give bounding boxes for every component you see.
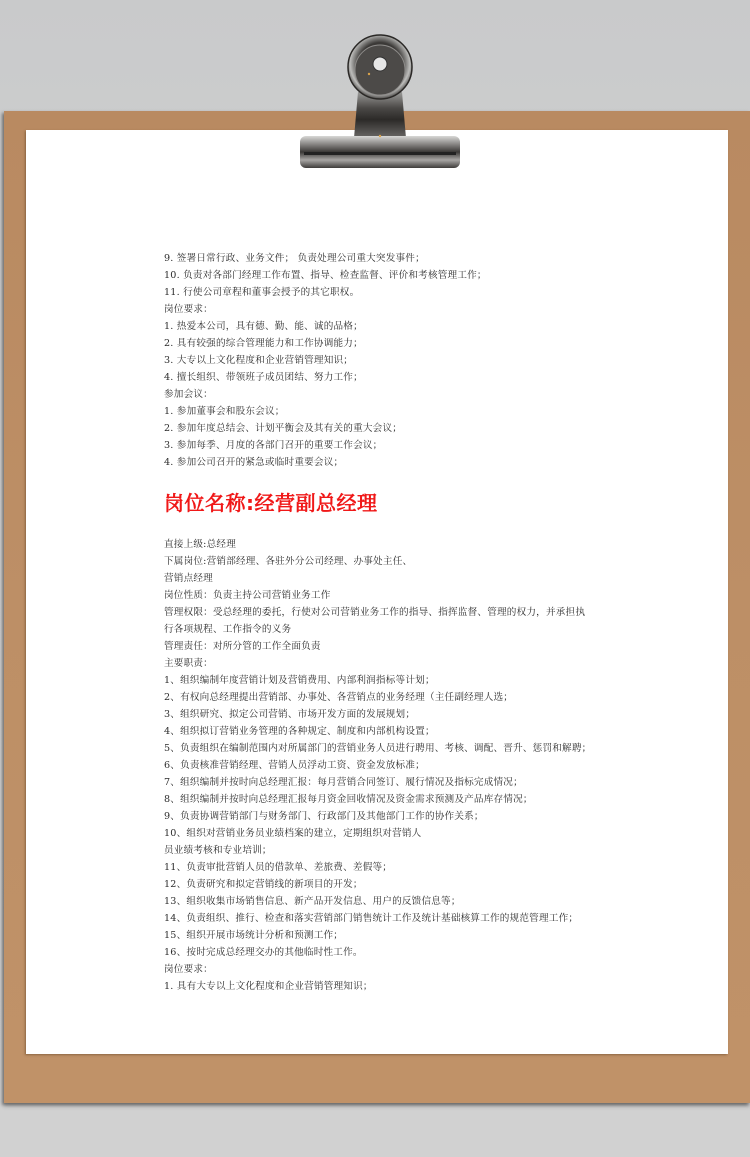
text-line: 行各项规程、工作指令的义务 — [164, 624, 292, 635]
text-line: 9. 签署日常行政、业务文件； 负责处理公司重大突发事件； — [164, 253, 425, 264]
text-line: 2. 具有较强的综合管理能力和工作协调能力； — [164, 338, 363, 349]
text-line: 营销点经理 — [164, 573, 213, 584]
text-line: 3、组织研究、拟定公司营销、市场开发方面的发展规划； — [164, 709, 416, 720]
section-responsibilities-top — [164, 250, 614, 471]
text-line: 4. 参加公司召开的紧急或临时重要会议； — [164, 457, 344, 468]
text-line: 1. 具有大专以上文化程度和企业营销管理知识； — [164, 981, 373, 992]
text-line: 15、组织开展市场统计分析和预测工作； — [164, 930, 344, 941]
text-line: 管理责任：对所分管的工作全面负责 — [164, 641, 321, 652]
text-line: 1. 热爱本公司，具有德、勤、能、诚的品格； — [164, 321, 363, 332]
text-line: 1. 参加董事会和股东会议； — [164, 406, 285, 417]
text-line: 3. 大专以上文化程度和企业营销管理知识； — [164, 355, 354, 366]
text-line: 9、负责协调营销部门与财务部门、行政部门及其他部门工作的协作关系； — [164, 811, 484, 822]
text-line: 岗位性质：负责主持公司营销业务工作 — [164, 590, 331, 601]
text-line: 岗位要求： — [164, 964, 213, 975]
text-line: 员业绩考核和专业培训； — [164, 845, 272, 856]
text-line: 13、组织收集市场销售信息、新产品开发信息、用户的反馈信息等； — [164, 896, 461, 907]
text-line: 4. 擅长组织、带领班子成员团结、努力工作； — [164, 372, 363, 383]
text-line: 2. 参加年度总结会、计划平衡会及其有关的重大会议； — [164, 423, 403, 434]
text-line: 11、负责审批营销人员的借款单、差旅费、差假等； — [164, 862, 393, 873]
text-line: 6、负责核准营销经理、营销人员浮动工资、资金发放标准； — [164, 760, 425, 771]
text-line: 8、组织编制并按时向总经理汇报每月资金回收情况及资金需求预测及产品库存情况； — [164, 794, 533, 805]
text-line: 5、负责组织在编制范围内对所属部门的营销业务人员进行聘用、考核、调配、晋升、惩罚和解聘； — [164, 743, 592, 754]
text-line: 10. 负责对各部门经理工作布置、指导、检查监督、评价和考核管理工作； — [164, 270, 487, 281]
text-line: 4、组织拟订营销业务管理的各种规定、制度和内部机构设置； — [164, 726, 435, 737]
text-line: 岗位要求： — [164, 304, 213, 315]
text-line: 2、有权向总经理提出营销部、办事处、各营销点的业务经理（主任副经理人选； — [164, 692, 514, 703]
binder-clip-icon — [296, 22, 464, 170]
text-line: 下属岗位:营销部经理、各驻外分公司经理、办事处主任、 — [164, 556, 413, 567]
text-line: 主要职责： — [164, 658, 213, 669]
text-line: 1、组织编制年度营销计划及营销费用、内部利润指标等计划； — [164, 675, 435, 686]
text-line: 16、按时完成总经理交办的其他临时性工作。 — [164, 947, 363, 958]
text-line: 管理权限：受总经理的委托，行使对公司营销业务工作的指导、指挥监督、管理的权力，并承担执 — [164, 607, 586, 618]
text-line: 10、组织对营销业务员业绩档案的建立，定期组织对营销人 — [164, 828, 422, 839]
text-line: 14、负责组织、推行、检查和落实营销部门销售统计工作及统计基础核算工作的规范管理工作； — [164, 913, 579, 924]
text-line: 12、负责研究和拟定营销线的新项目的开发； — [164, 879, 363, 890]
text-line: 直接上级:总经理 — [164, 539, 236, 550]
text-line: 参加会议： — [164, 389, 213, 400]
position-title-heading: 岗位名称:经营副总经理 — [164, 491, 378, 515]
section-position-details — [164, 536, 614, 995]
text-line: 3. 参加每季、月度的各部门召开的重要工作会议； — [164, 440, 383, 451]
document-body — [164, 250, 614, 995]
text-line: 7、组织编制并按时向总经理汇报：每月营销合同签订、履行情况及指标完成情况； — [164, 777, 523, 788]
text-line: 11. 行使公司章程和董事会授予的其它职权。 — [164, 287, 360, 298]
